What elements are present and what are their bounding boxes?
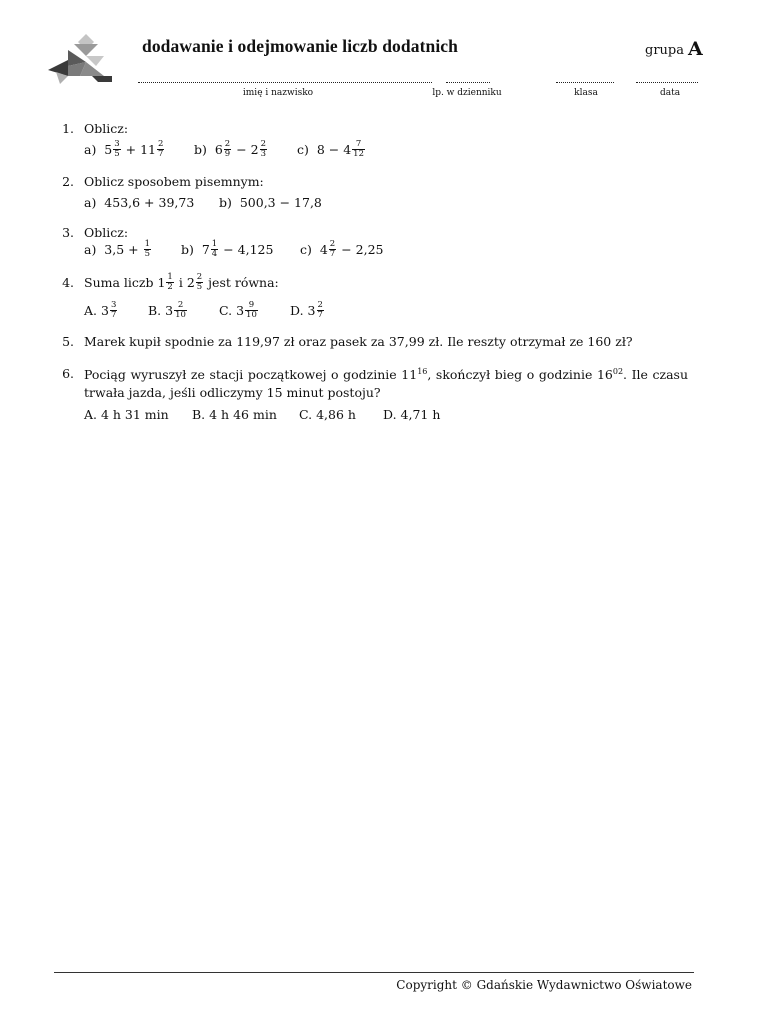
date-field-line[interactable] [636, 74, 698, 83]
group-letter: A [687, 38, 703, 60]
date-field-label: data [659, 88, 681, 98]
class-field-line[interactable] [556, 74, 614, 83]
question-number: 5. [62, 334, 74, 349]
answer-c[interactable]: C. 4,86 h [299, 407, 356, 422]
option-a: a) 5 $\frac{3}{5}$ + 11 $\frac{2}{7}$ [84, 139, 164, 159]
register-number-field-label: lp. w dzienniku [432, 88, 502, 98]
option-b: b) 500,3 − 17,8 [219, 195, 322, 210]
register-number-field-line[interactable] [446, 74, 490, 83]
answer-b[interactable]: B. 3 $\frac{2}{10}$ [148, 300, 186, 320]
name-field-line[interactable] [138, 74, 432, 83]
question-text: Oblicz: [84, 225, 129, 240]
answer-d[interactable]: D. 4,71 h [383, 407, 441, 422]
publisher-logo [46, 32, 114, 88]
answer-d[interactable]: D. 3 $\frac{2}{7}$ [290, 300, 323, 320]
option-c: c) 8 − 4 $\frac{7}{12}$ [297, 139, 364, 159]
question-number: 1. [62, 121, 74, 136]
page-title: dodawanie i odejmowanie liczb dodatnich [142, 36, 459, 56]
option-c: c) 4 $\frac{2}{7}$ − 2,25 [300, 239, 384, 259]
option-b: b) 6 $\frac{2}{9}$ − 2 $\frac{2}{3}$ [194, 139, 267, 159]
answer-a[interactable]: A. 3 $\frac{3}{7}$ [84, 300, 117, 320]
option-b: b) 7 $\frac{1}{4}$ − 4,125 [181, 239, 274, 259]
answer-b[interactable]: B. 4 h 46 min [192, 407, 277, 422]
name-field-label: imię i nazwisko [242, 88, 314, 98]
question-text: Suma liczb 1 $\frac{1}{2}$ i 2 $\frac{2}{5}$ jest równa: [84, 272, 279, 292]
option-a: a) 453,6 + 39,73 [84, 195, 195, 210]
option-a: a) 3,5 + $\frac{1}{5}$ [84, 239, 151, 259]
copyright-notice: Copyright © Gdańskie Wydawnictwo Oświatowe [396, 978, 692, 992]
question-text: Pociąg wyruszył ze stacji początkowej o godzinie $11^{16}$, skończył bieg o godzinie $16^{02}$. Ile czasu trwała jazda, jeśli odliczymy 15 minut postoju? [84, 367, 688, 400]
answer-c[interactable]: C. 3 $\frac{9}{10}$ [219, 300, 257, 320]
question-text: Marek kupił spodnie za 119,97 zł oraz pasek za 37,99 zł. Ile reszty otrzymał ze 160 zł? [84, 334, 633, 349]
group-indicator [645, 38, 703, 60]
question-number: 4. [62, 275, 74, 290]
footer-divider [54, 972, 694, 973]
question-number: 3. [62, 225, 74, 240]
question-text: Oblicz: [84, 121, 129, 136]
group-label: grupa [645, 43, 684, 58]
class-field-label: klasa [574, 88, 598, 98]
question-text: Oblicz sposobem pisemnym: [84, 174, 264, 189]
question-number: 2. [62, 174, 74, 189]
answer-a[interactable]: A. 4 h 31 min [84, 407, 169, 422]
question-number: 6. [62, 366, 74, 381]
